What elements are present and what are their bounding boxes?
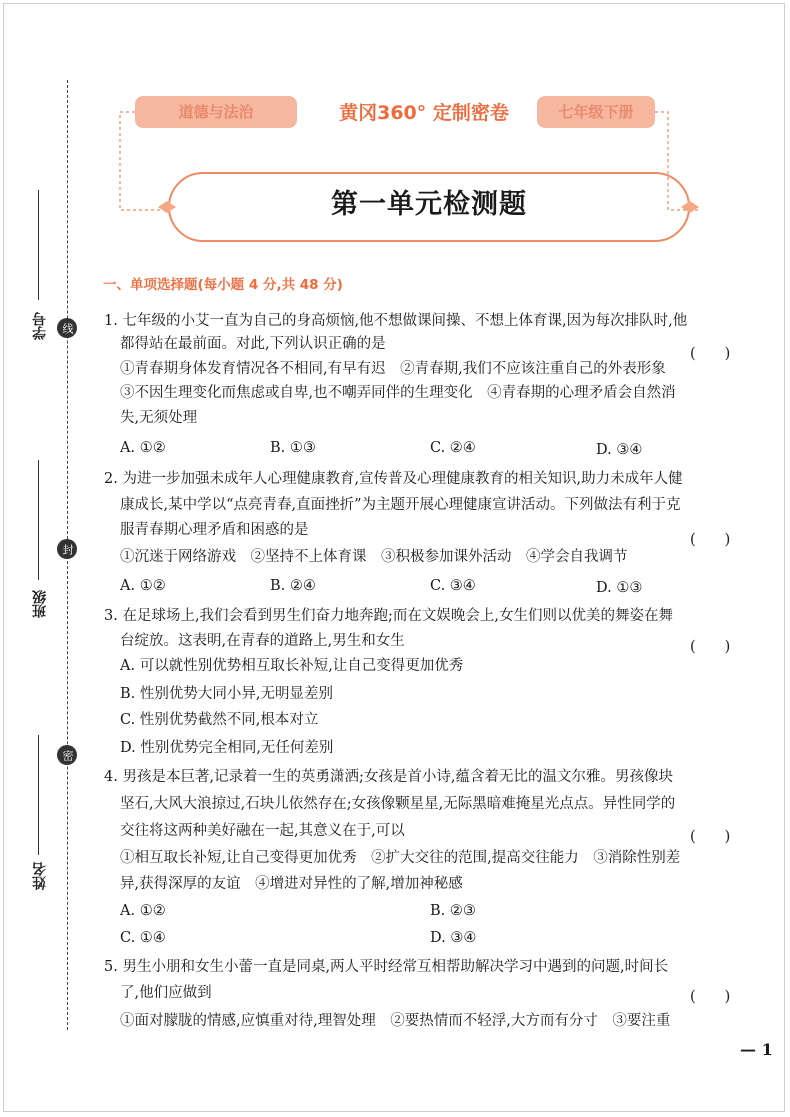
q4-option-a: A. ①② [120, 903, 166, 919]
q1-statement-1: ①青春期身体发育情况各不相同,有早有迟 ②青春期,我们不应该注重自己的外表形象 [120, 361, 666, 377]
q4-stem-3: 交往将这两种美好融在一起,其意义在于,可以 [120, 823, 405, 839]
q2-answer-bracket: ( ) [690, 532, 731, 548]
q3-answer-bracket: ( ) [690, 639, 731, 655]
q2-stem-1: 2. 为进一步加强未成年人心理健康教育,宣传普及心理健康教育的相关知识,助力未成年人健 [104, 471, 683, 487]
q3-option-b: B. 性别优势大同小异,无明显差别 [120, 686, 333, 702]
q4-stem-1: 4. 男孩是本巨著,记录着一生的英勇潇洒;女孩是首小诗,蕴含着无比的温文尔雅。男孩像块 [104, 769, 674, 785]
q3-stem-1: 3. 在足球场上,我们会看到男生们奋力地奔跑;而在文娱晚会上,女生们则以优美的舞姿在舞 [104, 608, 674, 624]
q2-statement-1: ①沉迷于网络游戏 ②坚持不上体育课 ③积极参加课外活动 ④学会自我调节 [120, 549, 628, 565]
class-underline [38, 460, 39, 580]
q5-stem-2: 了,他们应做到 [120, 985, 212, 1001]
q5-answer-bracket: ( ) [690, 989, 731, 1005]
q2-option-d: D. ①③ [596, 580, 643, 596]
page-number: — 1 [740, 1040, 773, 1059]
q2-option-c: C. ③④ [430, 578, 476, 594]
q4-answer-bracket: ( ) [690, 829, 731, 845]
q2-option-a: A. ①② [120, 578, 166, 594]
name-underline [38, 735, 39, 855]
seal-char-seal: 封 [57, 539, 77, 559]
name-label: 姓名 [32, 862, 48, 890]
q3-option-d: D. 性别优势完全相同,无任何差别 [120, 740, 334, 756]
q1-option-c: C. ②④ [430, 440, 476, 456]
q4-option-d: D. ③④ [430, 930, 477, 946]
q2-stem-3: 服青春期心理矛盾和困惑的是 [120, 522, 309, 538]
q1-answer-bracket: ( ) [690, 346, 731, 362]
seal-char-secret: 密 [57, 745, 77, 765]
q3-stem-2: 台绽放。这表明,在青春的道路上,男生和女生 [120, 633, 405, 649]
section-heading: 一、单项选择题(每小题 4 分,共 48 分) [103, 277, 343, 293]
q5-stem-1: 5. 男生小朋和女生小蕾一直是同桌,两人平时经常互相帮助解决学习中遇到的问题,时间长 [104, 959, 669, 975]
q4-option-c: C. ①④ [120, 930, 166, 946]
q1-stem-1: 1. 七年级的小艾一直为自己的身高烦恼,他不想做课间操、不想上体育课,因为每次排队时,他 [104, 313, 688, 329]
q2-stem-2: 康成长,某中学以“点亮青春,直面挫折”为主题开展心理健康宣讲活动。下列做法有利于克 [120, 497, 681, 513]
q2-option-b: B. ②④ [270, 578, 316, 594]
series-title: 黄冈360° 定制密卷 [339, 102, 509, 124]
q1-option-b: B. ①③ [270, 440, 316, 456]
q4-option-b: B. ②③ [430, 903, 476, 919]
q1-stem-2: 都得站在最前面。对此,下列认识正确的是 [120, 336, 386, 352]
q1-option-d: D. ③④ [596, 442, 643, 458]
q1-statement-2: ③不因生理变化而焦虑或自卑,也不嘲弄同伴的生理变化 ④青春期的心理矛盾会自然消 [120, 385, 676, 401]
q4-stem-2: 坚石,大风大浪掠过,石块儿依然存在;女孩像颗星星,无际黑暗难掩星光点点。异性同学的 [120, 796, 676, 812]
page-title: 第一单元检测题 [331, 189, 527, 220]
subject-pill: 道德与法治 [135, 96, 297, 128]
q5-statement-1: ①面对朦胧的情感,应慎重对待,理智处理 ②要热情而不轻浮,大方而有分寸 ③要注重 [120, 1013, 671, 1029]
q3-option-a: A. 可以就性别优势相互取长补短,让自己变得更加优秀 [120, 658, 464, 674]
student-id-label: 学号 [32, 312, 48, 340]
class-label: 班级 [32, 590, 48, 618]
q4-statement-1: ①相互取长补短,让自己变得更加优秀 ②扩大交往的范围,提高交往能力 ③消除性别差 [120, 850, 681, 866]
q1-option-a: A. ①② [120, 440, 166, 456]
q3-option-c: C. 性别优势截然不同,根本对立 [120, 712, 319, 728]
grade-pill: 七年级下册 [537, 96, 655, 128]
q1-statement-3: 失,无须处理 [120, 410, 198, 426]
q4-statement-2: 异,获得深厚的友谊 ④增进对异性的了解,增加神秘感 [120, 876, 463, 892]
seal-char-line: 线 [57, 318, 77, 338]
